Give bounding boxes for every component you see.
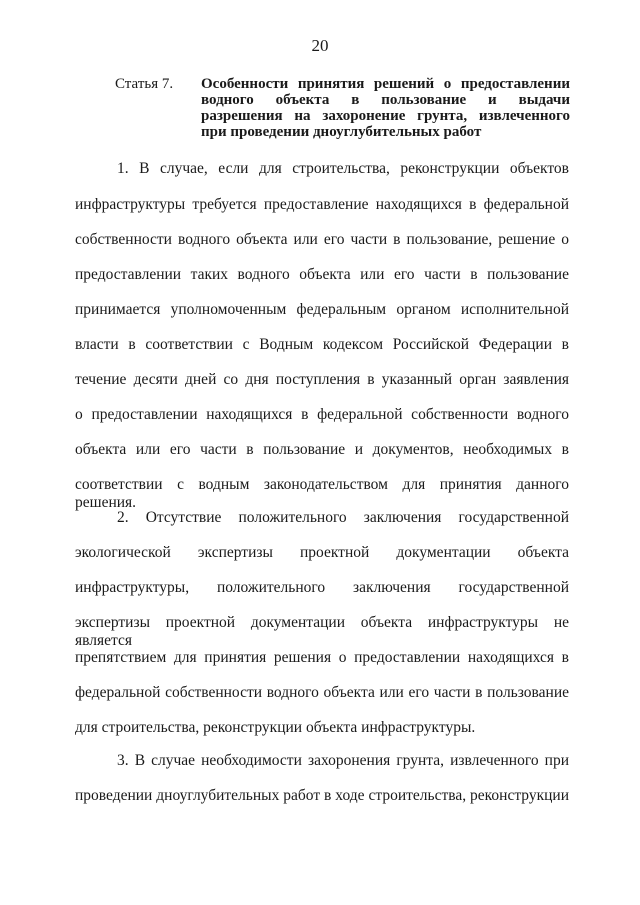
article-title-line: водного объекта в пользование и выдачи	[201, 92, 570, 108]
paragraph-1-line: о предоставлении находящихся в федеральной собственности водного	[75, 406, 569, 423]
paragraph-1-line: объекта или его части в пользование и документов, необходимых в	[75, 441, 569, 458]
paragraph-1-line: собственности водного объекта или его части в пользование, решение о	[75, 231, 569, 248]
paragraph-3-line: проведении дноуглубительных работ в ходе строительства, реконструкции	[75, 787, 569, 804]
article-title-line: при проведении дноуглубительных работ	[201, 124, 482, 140]
article-title-line: Особенности принятия решений о предоставлении	[201, 76, 570, 92]
paragraph-2-line: инфраструктуры, положительного заключения государственной	[75, 579, 569, 596]
paragraph-1-line: 1. В случае, если для строительства, реконструкции объектов	[117, 160, 569, 177]
paragraph-2-line: экологической экспертизы проектной документации объекта	[75, 544, 569, 561]
paragraph-1-line: инфраструктуры требуется предоставление находящихся в федеральной	[75, 196, 569, 213]
paragraph-2-line: 2. Отсутствие положительного заключения государственной	[117, 509, 569, 526]
article-heading	[115, 76, 570, 140]
paragraph-1-line: течение десяти дней со дня поступления в указанный орган заявления	[75, 371, 569, 388]
paragraph-2-line: экспертизы проектной документации объекта инфраструктуры не является	[75, 614, 569, 649]
paragraph-1-line: принимается уполномоченным федеральным органом исполнительной	[75, 301, 569, 318]
article-title	[201, 76, 570, 140]
paragraph-3-line: 3. В случае необходимости захоронения грунта, извлеченного при	[117, 752, 569, 769]
page-number: 20	[311, 36, 329, 55]
paragraph-2-line: для строительства, реконструкции объекта инфраструктуры.	[75, 719, 476, 736]
article-title-line: разрешения на захоронение грунта, извлеченного	[201, 108, 570, 124]
paragraph-1-line: власти в соответствии с Водным кодексом Российской Федерации в	[75, 336, 569, 353]
paragraph-2-line: федеральной собственности водного объекта или его части в пользование	[75, 684, 569, 701]
paragraph-2-line: препятствием для принятия решения о предоставлении находящихся в	[75, 649, 569, 666]
article-number: Статья 7.	[115, 76, 174, 92]
paragraph-1-line: предоставлении таких водного объекта или его части в пользование	[75, 266, 569, 283]
paragraph-1-line: соответствии с водным законодательством для принятия данного решения.	[75, 476, 569, 511]
